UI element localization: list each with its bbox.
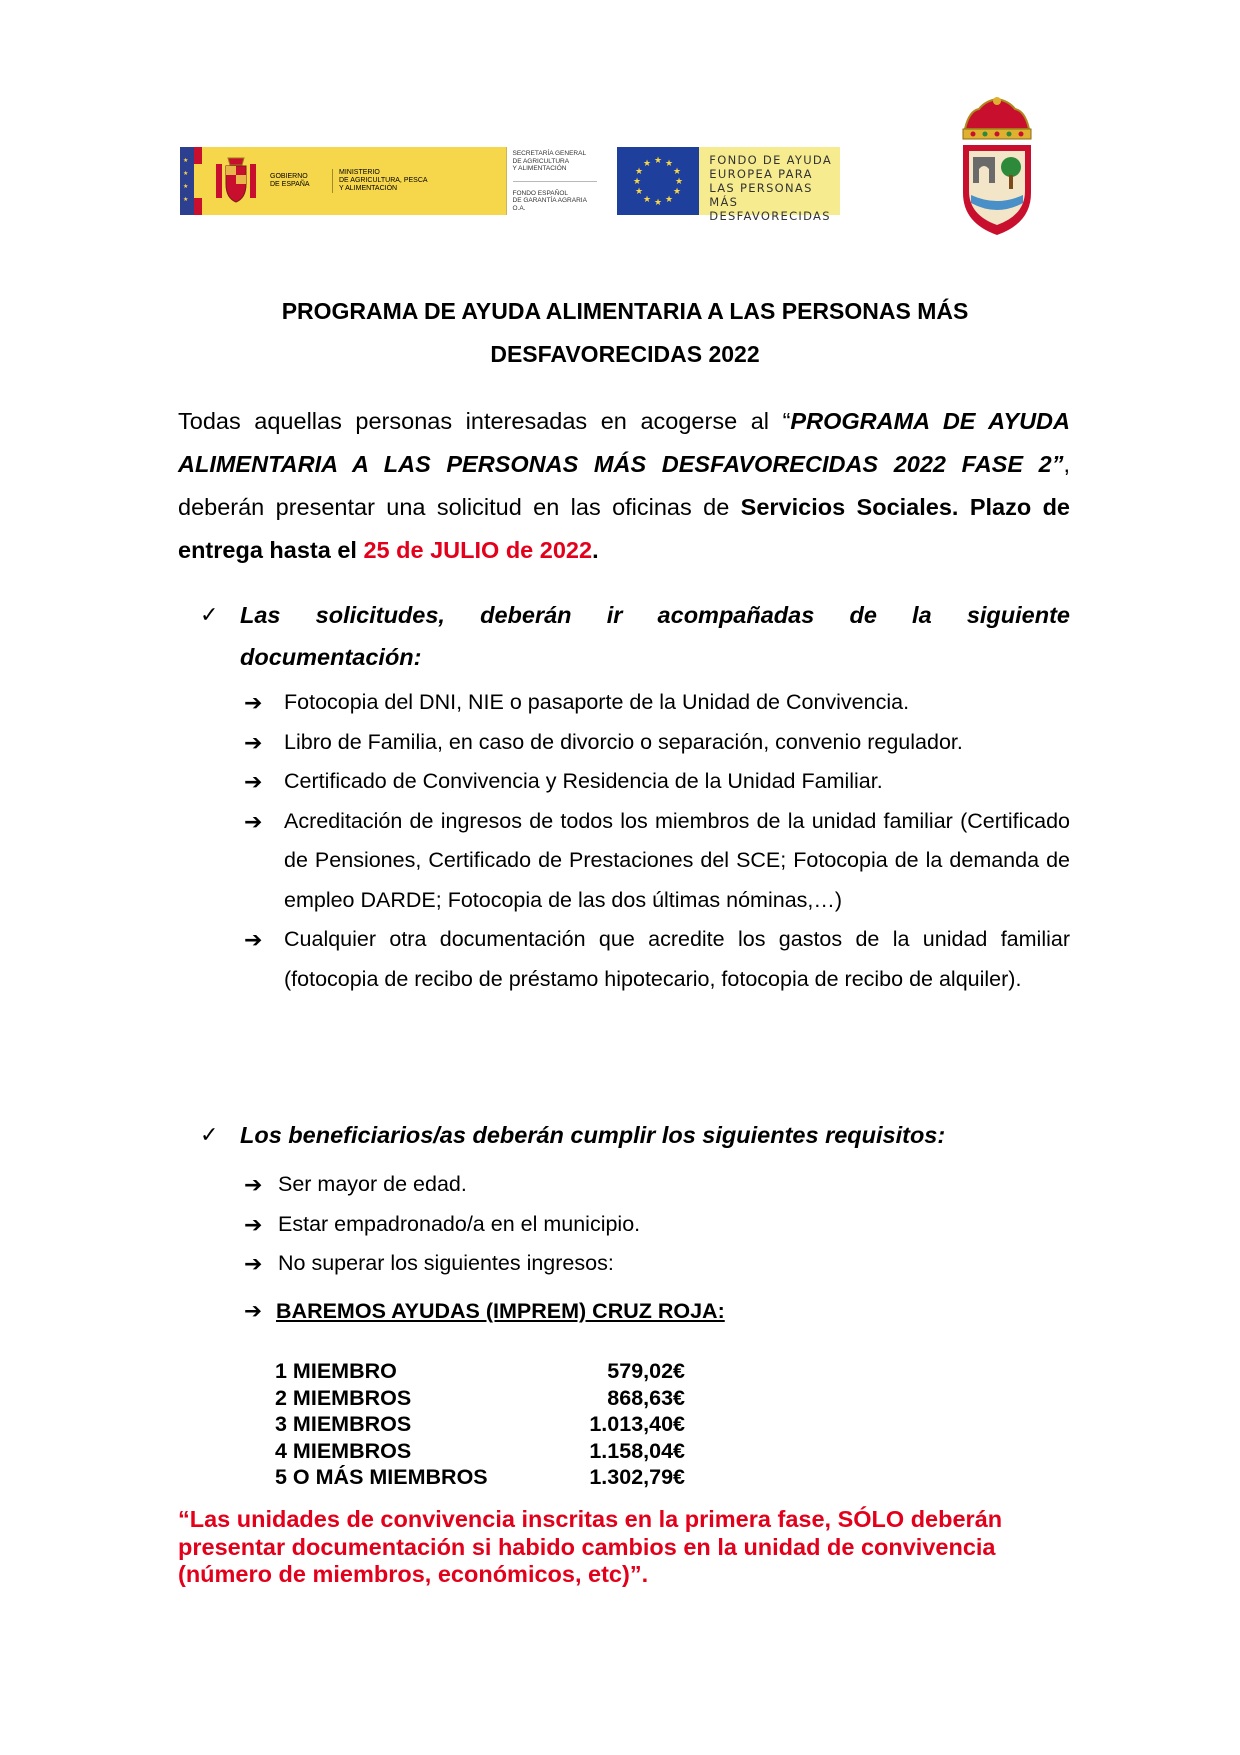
- documentation-list: [246, 683, 1070, 999]
- eu-flag-icon: [617, 147, 699, 215]
- spain-coat-of-arms-icon: [212, 154, 260, 208]
- list-item: ➔ Acreditación de ingresos de todos los miembros de la unidad familiar (Certificado de Pensiones, Certificado de Prestaciones del SCE; Fotocopia de la demanda de empleo DARDE; Fotocopia de las dos últimas nóminas,…): [246, 802, 1070, 921]
- table-row: 1 MIEMBRO 579,02€: [275, 1359, 685, 1383]
- title-line-1: PROGRAMA DE AYUDA ALIMENTARIA A LAS PERSONAS MÁS: [281, 298, 969, 324]
- list-item: ➔ Fotocopia del DNI, NIE o pasaporte de la Unidad de Convivencia.: [246, 683, 1070, 723]
- secretaria-label: SECRETARÍA GENERAL DE AGRICULTURA Y ALIMENTACIÓN: [512, 150, 587, 172]
- fund-label: FONDO DE AYUDA EUROPEA PARA LAS PERSONAS MÁS DESFAVORECIDAS: [709, 153, 833, 223]
- ministerio-label: MINISTERIO DE AGRICULTURA, PESCA Y ALIMENTACIÓN: [332, 169, 449, 193]
- table-row: 3 MIEMBROS 1.013,40€: [275, 1412, 685, 1436]
- baremos-heading-text: BAREMOS AYUDAS (IMPREM) CRUZ ROJA:: [276, 1299, 725, 1323]
- arrow-right-icon: ➔: [244, 1211, 263, 1237]
- intro-end: .: [592, 537, 599, 563]
- secretaria-block: [506, 147, 604, 215]
- header-logos: [180, 147, 840, 223]
- baremos-heading: [244, 1299, 725, 1324]
- arrow-right-icon: ➔: [244, 808, 263, 834]
- gobierno-logo: [180, 147, 506, 215]
- requirements-heading-text: Los beneficiarios/as deberán cumplir los siguientes requisitos:: [240, 1122, 946, 1148]
- arrow-right-icon: ➔: [244, 1251, 263, 1276]
- svg-text:★: ★: [675, 177, 684, 187]
- intro-text-2: , deberán presentar una solicitud en las oficinas de: [178, 451, 1070, 520]
- deadline-date: 25 de JULIO de 2022: [363, 537, 593, 563]
- svg-text:★: ★: [635, 167, 644, 177]
- list-item: ➔ Libro de Familia, en caso de divorcio o separación, convenio regulador.: [246, 723, 1070, 763]
- svg-text:★: ★: [633, 177, 642, 187]
- svg-text:★: ★: [654, 156, 663, 166]
- requirements-list: [246, 1165, 846, 1284]
- arrow-right-icon: ➔: [244, 729, 263, 755]
- svg-text:★: ★: [643, 195, 652, 205]
- offices-text: Servicios Sociales. Plazo de entrega hasta el: [178, 494, 1070, 563]
- intro-text-1: Todas aquellas personas interesadas en acogerse al “: [178, 408, 791, 434]
- program-name: PROGRAMA DE AYUDA ALIMENTARIA A LAS PERSONAS MÁS DESFAVORECIDAS 2022 FASE 2”: [178, 408, 1070, 477]
- fega-label: FONDO ESPAÑOL DE GARANTÍA AGRARIA O.A.: [512, 189, 587, 212]
- spain-flag-stripe: [194, 147, 202, 215]
- svg-text:★: ★: [673, 167, 682, 177]
- svg-text:★: ★: [643, 159, 652, 169]
- municipal-coat-of-arms-icon: [957, 95, 1037, 238]
- svg-text:★: ★: [673, 187, 682, 197]
- intro-paragraph: [178, 400, 1070, 572]
- closing-note: “Las unidades de convivencia inscritas en la primera fase, SÓLO deberán presentar documentación si habido cambios en la unidad de convivencia (número de miembros, económicos, etc)”.: [178, 1506, 1003, 1587]
- check-icon: ✓: [200, 602, 219, 627]
- table-row: 5 O MÁS MIEMBROS 1.302,79€: [275, 1465, 685, 1489]
- title-line-2: DESFAVORECIDAS 2022: [490, 341, 760, 367]
- baremos-table: [275, 1358, 685, 1491]
- svg-text:★: ★: [635, 187, 644, 197]
- documentation-heading: [200, 594, 1070, 678]
- list-item: ➔ Cualquier otra documentación que acredite los gastos de la unidad familiar (fotocopia de recibo de préstamo hipotecario, fotocopia de recibo de alquiler).: [246, 920, 1070, 999]
- arrow-right-icon: ➔: [244, 927, 263, 952]
- svg-text:★: ★: [665, 159, 674, 169]
- table-row: 4 MIEMBROS 1.158,04€: [275, 1438, 685, 1463]
- svg-text:★: ★: [665, 195, 674, 205]
- arrow-right-icon: ➔: [244, 769, 263, 794]
- table-row: 2 MIEMBROS 868,63€: [275, 1385, 685, 1410]
- documentation-heading-line-2: documentación:: [240, 644, 422, 670]
- gobierno-label: GOBIERNO DE ESPAÑA: [270, 173, 310, 188]
- arrow-right-icon: ➔: [244, 1299, 263, 1323]
- check-icon: ✓: [200, 1122, 219, 1147]
- list-item: ➔ Certificado de Convivencia y Residencia de la Unidad Familiar.: [246, 762, 1070, 802]
- eu-stars-bar: ★ ★ ★ ★: [180, 147, 194, 215]
- documentation-heading-line-1: Las solicitudes, deberán ir acompañadas de la siguiente: [240, 602, 1070, 628]
- arrow-right-icon: ➔: [244, 1172, 263, 1197]
- list-item: ➔ No superar los siguientes ingresos:: [246, 1244, 846, 1284]
- list-item: ➔ Ser mayor de edad.: [246, 1165, 846, 1205]
- arrow-right-icon: ➔: [244, 690, 263, 715]
- eu-fund-logo: [617, 147, 840, 223]
- requirements-heading: [200, 1114, 1070, 1156]
- page-title: [180, 290, 1070, 376]
- list-item: ➔ Estar empadronado/a en el municipio.: [246, 1205, 846, 1245]
- svg-text:★: ★: [654, 198, 663, 208]
